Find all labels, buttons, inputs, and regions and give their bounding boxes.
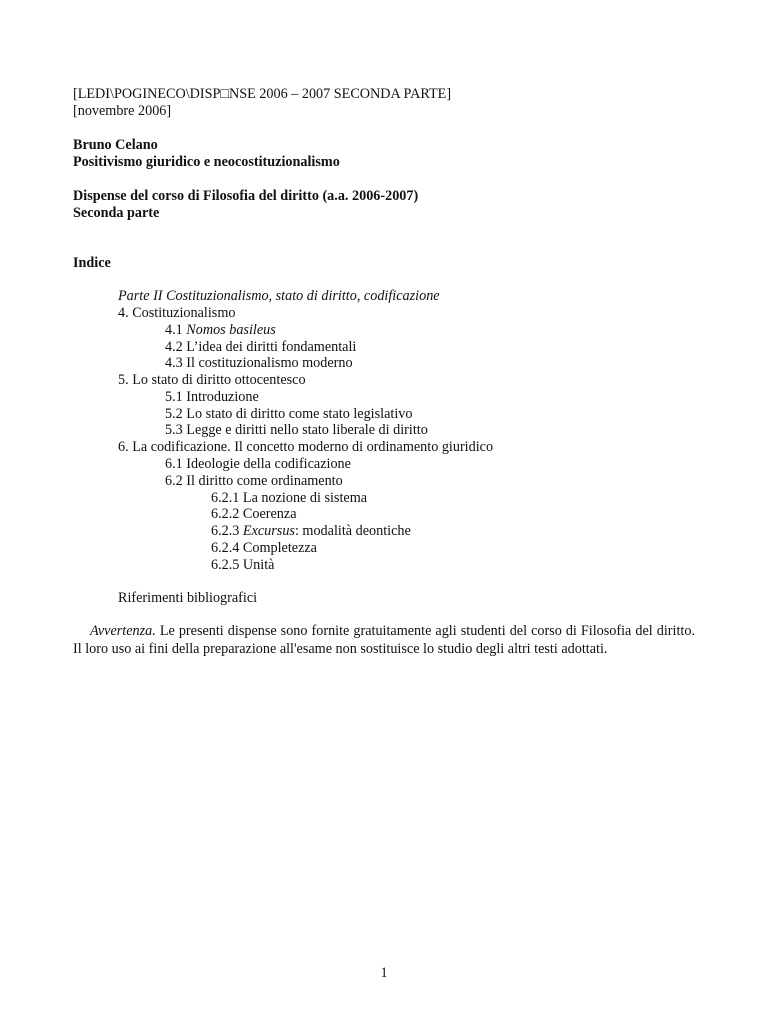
- index-section-4-1-title: Nomos basileus: [186, 322, 276, 338]
- author-name: Bruno Celano: [73, 137, 158, 153]
- index-section-6-2: 6.2 Il diritto come ordinamento: [165, 473, 343, 489]
- index-section-4-1: [165, 322, 276, 339]
- index-part-title: Parte II Costituzionalismo, stato di diritto, codificazione: [118, 288, 440, 304]
- index-section-6-2-3-rest: : modalità deontiche: [294, 523, 411, 539]
- index-references: Riferimenti bibliografici: [118, 590, 258, 606]
- header-date-line: [novembre 2006]: [73, 103, 172, 119]
- index-section-4-2: 4.2 L’idea dei diritti fondamentali: [165, 339, 357, 355]
- index-section-6-2-3-italic: Excursus: [242, 523, 295, 539]
- index-chapter-4: 4. Costituzionalismo: [118, 305, 236, 321]
- index-section-4-3: 4.3 Il costituzionalismo moderno: [165, 355, 353, 371]
- index-section-6-2-3-number: 6.2.3: [211, 523, 243, 539]
- index-section-6-2-4: 6.2.4 Completezza: [211, 540, 317, 556]
- notice-label: Avvertenza.: [90, 623, 156, 639]
- work-title: Positivismo giuridico e neocostituzionalismo: [73, 154, 340, 170]
- index-section-5-2: 5.2 Lo stato di diritto come stato legislativo: [165, 406, 413, 422]
- index-section-5-3: 5.3 Legge e diritti nello stato liberale di diritto: [165, 422, 428, 438]
- index-section-4-1-number: 4.1: [165, 322, 187, 338]
- header-path-line: [LEDI\POGINECO\DISP□NSE 2006 – 2007 SECONDA PARTE]: [73, 86, 452, 102]
- index-chapter-6: 6. La codificazione. Il concetto moderno di ordinamento giuridico: [118, 439, 494, 455]
- index-section-6-2-1: 6.2.1 La nozione di sistema: [211, 490, 368, 506]
- index-section-5-1: 5.1 Introduzione: [165, 389, 259, 405]
- page-number: 1: [380, 965, 388, 981]
- index-section-6-2-3: [211, 523, 411, 540]
- notice-text: Le presenti dispense sono fornite gratuitamente agli studenti del corso di Filosofia del diritto. Il loro uso ai fini della preparazione all'esame non sostituisce lo studio degli altri testi adottati.: [73, 623, 695, 657]
- index-section-6-2-2: 6.2.2 Coerenza: [211, 506, 297, 522]
- course-part: Seconda parte: [73, 205, 160, 221]
- index-heading: Indice: [73, 255, 111, 271]
- notice-paragraph: [73, 623, 695, 658]
- index-section-6-1: 6.1 Ideologie della codificazione: [165, 456, 351, 472]
- index-section-6-2-5: 6.2.5 Unità: [211, 557, 275, 573]
- course-title: Dispense del corso di Filosofia del diritto (a.a. 2006-2007): [73, 188, 419, 204]
- index-chapter-5: 5. Lo stato di diritto ottocentesco: [118, 372, 306, 388]
